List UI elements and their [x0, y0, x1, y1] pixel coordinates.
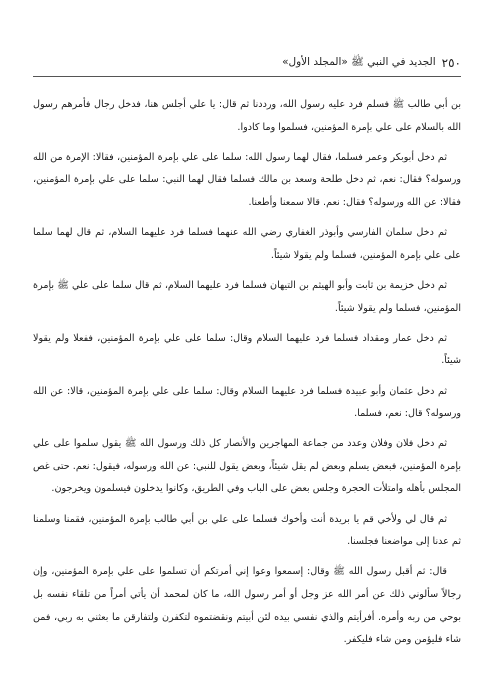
paragraph: ثم قال لي ولأخي قم يا بريدة أنت وأخوك فسلما على علي بن أبي طالب بإمرة المؤمنين، فقمنا وسلمنا ثم عدنا إلى مواضعنا فجلسنا.: [33, 513, 461, 548]
paragraph: ثم دخل فلان وفلان وعدد من جماعة المهاجرين والأنصار كل ذلك ورسول الله ﷺ يقول سلموا على علي بإمرة المؤمنين، فبعض يسلم وبعض لم يقل شيئاً، وبعض يقول للنبي: عن الله ورسوله، فيقول: نعم. حتى غص المجلس بأهله وامتلأت الحجرة وجلس بعض على الباب وفي الطريق، وكانوا يدخلون فيسلمون ويخرجون.: [33, 438, 461, 495]
paragraph: ثم دخل عثمان وأبو عبيدة فسلما فرد عليهما السلام وقال: سلما على علي بإمرة المؤمنين، قالا: عن الله ورسوله؟ قال: نعم، فسلما.: [33, 385, 461, 420]
page-number: ٢٥٠: [441, 56, 461, 70]
book-title: الجديد في النبي ﷺ «المجلد الأول»: [282, 55, 436, 68]
paragraph: ثم دخل عمار ومقداد فسلما فرد عليهما السلام وقال: سلما على علي بإمرة المؤمنين، ففعلا ولم يقولا شيئاً.: [33, 332, 461, 367]
paragraph: ثم دخل خزيمة بن ثابت وأبو الهيثم بن التيهان فسلما فرد عليهما السلام، ثم قال سلما على علي ﷺ بإمرة المؤمنين، فسلما ولم يقولا شيئاً.: [33, 279, 461, 314]
running-head: [33, 52, 461, 74]
paragraph: ثم دخل سلمان الفارسي وأبوذر الغفاري رضي الله عنهما فسلما فرد عليهما السلام، ثم قال لهما سلما على علي بإمرة المؤمنين، فسلما ولم يقولا شيئاً.: [33, 227, 461, 261]
paragraph: ثم دخل أبوبكر وعمر فسلما، فقال لهما رسول الله: سلما على علي بإمرة المؤمنين، فقالا: الإمرة من الله ورسوله؟ فقال: نعم، ثم دخل طلحة وسعد بن مالك فسلما فقال لهما النبي: سلما على علي بإمرة المؤمنين، فقالا: عن الله ورسوله؟ فقال: نعم. قالا سمعنا وأطعنا.: [33, 151, 461, 208]
paragraph: قال: ثم أقبل رسول الله ﷺ وقال: إسمعوا وعوا إني أمرتكم أن تسلموا على علي بإمرة المؤمنين، وإن رجالاً سألوني ذلك عن أمر الله عز وجل أو أمر رسول الله، ما كان لمحمد أن يأتي أمراً من تلقاء نفسه بل بوحي من ربه وأمره. أفرأيتم والذي نفسي بيده لئن أبيتم ونقضتموه لتكفرن ولتفارقن ما بعثني به ربي، فمن شاء فليؤمن ومن شاء فليكفر.: [33, 566, 461, 646]
paragraph: بن أبي طالب ﷺ فسلم فرد عليه رسول الله، ورددنا ثم قال: يا علي أجلس هنا، فدخل رجال فأمرهم رسول الله بالسلام على علي بإمرة المؤمنين، فسلموا وما كادوا.: [33, 99, 461, 133]
header-rule: [33, 76, 461, 77]
body-text: [33, 94, 461, 659]
